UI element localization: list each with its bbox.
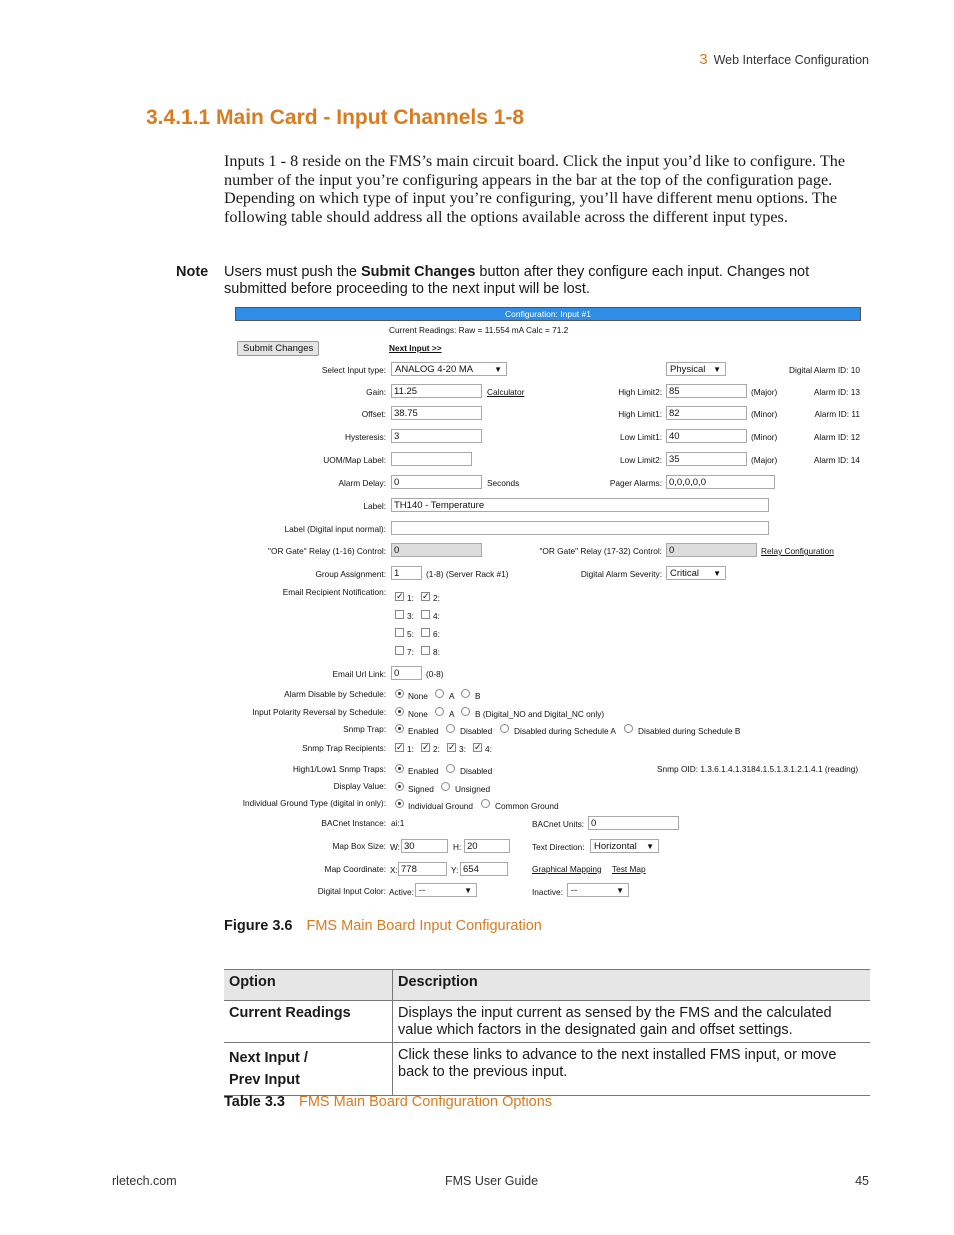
- note-text: [224, 264, 874, 297]
- minor-text: (Minor): [751, 432, 778, 442]
- table-row: [224, 1043, 870, 1096]
- checkbox-label: 2:: [433, 744, 440, 754]
- ground-individual-radio[interactable]: [395, 799, 404, 808]
- note-pre: Users must push the: [224, 264, 361, 280]
- or-gate-2-input: 0: [666, 543, 757, 557]
- email-url-label: Email Url Link:: [332, 669, 386, 679]
- inactive-color-select[interactable]: [567, 883, 629, 897]
- table-header: Description: [393, 970, 871, 1001]
- figure-caption-label: Figure 3.6: [224, 918, 293, 934]
- email-checkbox-5[interactable]: [395, 628, 404, 637]
- hysteresis-input[interactable]: 3: [391, 429, 482, 443]
- input-config-screenshot: [232, 305, 864, 901]
- h-label: H:: [453, 842, 462, 852]
- alarm-disable-a-radio[interactable]: [435, 689, 444, 698]
- page-number: 45: [855, 1174, 869, 1188]
- intro-paragraph: Inputs 1 - 8 reside on the FMS’s main circuit board. Click the input you’d like to configure. The number of the input you’re configuring appears in the bar at the top of the configuration page. Depending on which type of input you’re configuring, you’ll have different menu options. The following table should address all the options available across the different input types.: [224, 152, 846, 226]
- graphical-mapping-link[interactable]: Graphical Mapping: [532, 864, 602, 874]
- ground-type-label: Individual Ground Type (digital in only):: [242, 798, 386, 808]
- x-label: X:: [390, 865, 398, 875]
- hysteresis-label: Hysteresis:: [344, 432, 386, 442]
- email-url-input[interactable]: 0: [391, 666, 422, 680]
- active-label: Active:: [389, 887, 414, 897]
- trap-recipient-checkbox-1[interactable]: ✓: [396, 742, 404, 752]
- label-digital-input[interactable]: [391, 521, 769, 535]
- email-checkbox-2[interactable]: ✓: [422, 591, 430, 601]
- email-checkbox-label: 6:: [433, 629, 440, 639]
- footer-title: FMS User Guide: [445, 1174, 539, 1188]
- footer-website: rletech.com: [112, 1174, 177, 1188]
- table-header: Option: [224, 970, 393, 1001]
- test-map-link[interactable]: Test Map: [612, 864, 646, 874]
- config-title-bar: Configuration: Input #1: [235, 307, 861, 321]
- polarity-none-radio[interactable]: [395, 707, 404, 716]
- table-caption-label: Table 3.3: [224, 1094, 285, 1110]
- high-low-disabled-radio[interactable]: [446, 764, 455, 773]
- map-coord-label: Map Coordinate:: [324, 864, 386, 874]
- email-checkbox-1[interactable]: ✓: [396, 591, 404, 601]
- high-low-enabled-radio[interactable]: [395, 764, 404, 773]
- snmp-recipients-label: Snmp Trap Recipients:: [302, 743, 386, 753]
- figure-caption: [224, 918, 542, 934]
- high-limit1-input[interactable]: 82: [666, 406, 747, 420]
- email-checkbox-label: 3:: [407, 611, 414, 621]
- label-label: Label:: [363, 501, 386, 511]
- chapter-title: Web Interface Configuration: [713, 53, 869, 67]
- gain-input[interactable]: 11.25: [391, 384, 482, 398]
- radio-label: Enabled: [408, 726, 439, 736]
- option-cell: [224, 1043, 393, 1096]
- alarm-delay-input[interactable]: 0: [391, 475, 482, 489]
- snmp-trap-label: Snmp Trap:: [343, 724, 386, 734]
- radio-label: B: [475, 691, 481, 701]
- email-checkbox-6[interactable]: [421, 628, 430, 637]
- group-label: Group Assignment:: [315, 569, 386, 579]
- major-text: (Major): [751, 455, 778, 465]
- email-checkbox-label: 2:: [433, 593, 440, 603]
- map-box-label: Map Box Size:: [332, 841, 386, 851]
- low-limit2-label: Low Limit2:: [620, 455, 662, 465]
- pager-input[interactable]: 0,0,0,0,0: [666, 475, 775, 489]
- email-recipient-label: Email Recipient Notification:: [282, 587, 386, 597]
- input-type-label: Select Input type:: [321, 365, 386, 375]
- dropdown-arrow-icon: ▼: [713, 569, 721, 578]
- alarm-disable-b-radio[interactable]: [461, 689, 470, 698]
- offset-label: Offset:: [361, 409, 386, 419]
- uom-input[interactable]: [391, 452, 472, 466]
- alarm-delay-label: Alarm Delay:: [338, 478, 386, 488]
- table-header-row: [224, 970, 870, 1001]
- alarm-id: Alarm ID: 11: [814, 409, 860, 419]
- text-direction-value: Horizontal: [594, 841, 637, 852]
- severity-value: Critical: [670, 568, 700, 579]
- map-y-input[interactable]: 654: [460, 862, 508, 876]
- section-title: 3.4.1.1 Main Card - Input Channels 1-8: [146, 106, 525, 129]
- low-limit2-input[interactable]: 35: [666, 452, 747, 466]
- radio-label: None: [408, 709, 428, 719]
- checkbox-label: 1:: [407, 744, 414, 754]
- note-label: Note: [176, 264, 209, 280]
- severity-label: Digital Alarm Severity:: [580, 569, 662, 579]
- dropdown-arrow-icon: ▼: [616, 886, 624, 895]
- inactive-color-value: --: [571, 885, 578, 896]
- dropdown-arrow-icon: ▼: [494, 365, 502, 374]
- radio-label: Disabled during Schedule A: [514, 726, 616, 736]
- display-signed-radio[interactable]: [395, 782, 404, 791]
- seconds-text: Seconds: [487, 478, 520, 488]
- current-readings: Current Readings: Raw = 11.554 mA Calc = 71.2: [389, 325, 569, 335]
- radio-label: A: [449, 709, 455, 719]
- high-limit1-label: High Limit1:: [618, 409, 662, 419]
- bacnet-units-label: BACnet Units:: [532, 819, 585, 829]
- text-direction-label: Text Direction:: [532, 842, 585, 852]
- major-text: (Major): [751, 387, 778, 397]
- y-label: Y:: [451, 865, 459, 875]
- radio-label: Disabled during Schedule B: [638, 726, 741, 736]
- offset-input[interactable]: 38.75: [391, 406, 482, 420]
- option-cell: Current Readings: [224, 1001, 393, 1043]
- radio-label: Individual Ground: [408, 801, 474, 811]
- trap-recipient-checkbox-2[interactable]: ✓: [422, 742, 430, 752]
- next-input-link[interactable]: Next Input >>: [389, 343, 442, 353]
- display-unsigned-radio[interactable]: [441, 782, 450, 791]
- gain-label: Gain:: [366, 387, 386, 397]
- email-url-hint: (0-8): [426, 669, 444, 679]
- high-limit2-label: High Limit2:: [618, 387, 662, 397]
- radio-label: Signed: [408, 784, 434, 794]
- snmp-trap-dis-a-radio[interactable]: [500, 724, 509, 733]
- map-height-input[interactable]: 20: [464, 839, 510, 853]
- snmp-trap-dis-b-radio[interactable]: [624, 724, 633, 733]
- polarity-label: Input Polarity Reversal by Schedule:: [252, 707, 386, 717]
- map-width-input[interactable]: 30: [401, 839, 448, 853]
- alarm-disable-label: Alarm Disable by Schedule:: [284, 689, 386, 699]
- high-low-traps-label: High1/Low1 Snmp Traps:: [292, 764, 386, 774]
- inactive-label: Inactive:: [532, 887, 563, 897]
- table-caption: [224, 1094, 552, 1110]
- bacnet-units-input[interactable]: 0: [588, 816, 679, 830]
- checkbox-label: 4:: [485, 744, 492, 754]
- radio-label: Common Ground: [495, 801, 559, 811]
- digital-color-label: Digital Input Color:: [317, 886, 386, 896]
- high-limit2-input[interactable]: 85: [666, 384, 747, 398]
- options-table: [224, 969, 870, 1096]
- snmp-trap-enabled-radio[interactable]: [395, 724, 404, 733]
- email-checkbox-4[interactable]: [421, 610, 430, 619]
- email-checkbox-label: 1:: [407, 593, 414, 603]
- note-post: button after they configure each input. Changes not submitted before proceeding to the next input will be lost.: [224, 264, 810, 297]
- or-gate-1-input: 0: [391, 543, 482, 557]
- email-checkbox-8[interactable]: [421, 646, 430, 655]
- or-gate-1-label: "OR Gate" Relay (1-16) Control:: [268, 546, 386, 556]
- snmp-oid-text: Snmp OID: 1.3.6.1.4.1.3184.1.5.1.3.1.2.1.4.1 (reading): [657, 764, 859, 774]
- uom-label: UOM/Map Label:: [323, 455, 386, 465]
- dropdown-arrow-icon: ▼: [713, 365, 721, 374]
- radio-label: Disabled: [460, 726, 493, 736]
- radio-label: A: [449, 691, 455, 701]
- trap-recipient-checkbox-3[interactable]: ✓: [448, 742, 456, 752]
- submit-changes-button[interactable]: Submit Changes: [237, 341, 319, 356]
- email-checkbox-7[interactable]: [395, 646, 404, 655]
- email-checkbox-label: 7:: [407, 647, 414, 657]
- unit-type-value: Physical: [670, 364, 706, 375]
- low-limit1-input[interactable]: 40: [666, 429, 747, 443]
- group-input[interactable]: 1: [391, 566, 422, 580]
- input-type-value: ANALOG 4-20 MA: [395, 364, 474, 375]
- severity-select[interactable]: [666, 566, 726, 580]
- running-header: [699, 51, 869, 68]
- alarm-id: Alarm ID: 14: [813, 455, 860, 465]
- email-checkbox-3[interactable]: [395, 610, 404, 619]
- radio-label: Enabled: [408, 766, 439, 776]
- calculator-link[interactable]: Calculator: [487, 387, 525, 397]
- alarm-id: Alarm ID: 12: [813, 432, 860, 442]
- description-cell: Displays the input current as sensed by the FMS and the calculated value which factors in the designated gain and offset settings.: [393, 1001, 871, 1043]
- or-gate-2-label: "OR Gate" Relay (17-32) Control:: [539, 546, 662, 556]
- description-cell: Click these links to advance to the next installed FMS input, or move back to the previous input.: [393, 1043, 871, 1096]
- unit-type-select[interactable]: [666, 362, 726, 376]
- radio-label: None: [408, 691, 428, 701]
- table-row: [224, 1001, 870, 1043]
- pager-label: Pager Alarms:: [609, 478, 662, 488]
- display-value-label: Display Value:: [333, 781, 386, 791]
- label-input[interactable]: TH140 - Temperature: [391, 498, 769, 512]
- note-bold: Submit Changes: [361, 264, 476, 280]
- bacnet-instance-label: BACnet Instance:: [321, 818, 386, 828]
- relay-config-link[interactable]: Relay Configuration: [761, 546, 834, 556]
- low-limit1-label: Low Limit1:: [620, 432, 662, 442]
- ground-common-radio[interactable]: [481, 799, 490, 808]
- w-label: W:: [390, 842, 400, 852]
- dropdown-arrow-icon: ▼: [646, 842, 654, 851]
- active-color-value: --: [419, 885, 426, 896]
- checkbox-label: 3:: [459, 744, 466, 754]
- dropdown-arrow-icon: ▼: [464, 886, 472, 895]
- table-caption-text: FMS Main Board Configuration Options: [298, 1094, 553, 1110]
- label-digital-label: Label (Digital input normal):: [284, 524, 386, 534]
- alarm-disable-none-radio[interactable]: [395, 689, 404, 698]
- active-color-select[interactable]: [415, 883, 477, 897]
- input-type-select[interactable]: [391, 362, 507, 376]
- email-checkbox-label: 5:: [407, 629, 414, 639]
- minor-text: (Minor): [751, 409, 778, 419]
- map-x-input[interactable]: 778: [398, 862, 447, 876]
- option-line: Next Input /: [229, 1050, 308, 1066]
- polarity-a-radio[interactable]: [435, 707, 444, 716]
- email-checkbox-label: 4:: [433, 611, 440, 621]
- snmp-trap-disabled-radio[interactable]: [446, 724, 455, 733]
- alarm-id: Alarm ID: 13: [813, 387, 860, 397]
- text-direction-select[interactable]: [590, 839, 659, 853]
- bacnet-instance-value: ai:1: [391, 818, 405, 828]
- option-line: Prev Input: [229, 1072, 300, 1088]
- radio-label: Disabled: [460, 766, 493, 776]
- polarity-b-radio[interactable]: [461, 707, 470, 716]
- chapter-number: 3: [699, 51, 708, 68]
- figure-caption-text: FMS Main Board Input Configuration: [306, 918, 542, 934]
- radio-label: B (Digital_NO and Digital_NC only): [475, 709, 605, 719]
- group-hint: (1-8) (Server Rack #1): [426, 569, 509, 579]
- email-checkbox-label: 8:: [433, 647, 440, 657]
- radio-label: Unsigned: [455, 784, 491, 794]
- alarm-id: Digital Alarm ID: 10: [788, 365, 860, 375]
- trap-recipient-checkbox-4[interactable]: ✓: [474, 742, 482, 752]
